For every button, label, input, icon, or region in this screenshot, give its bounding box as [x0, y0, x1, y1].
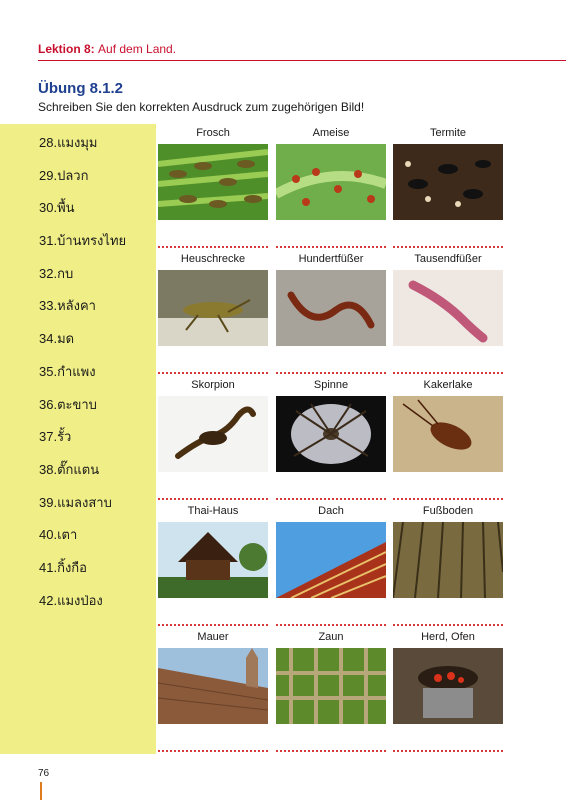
picture-label: Mauer [197, 631, 229, 643]
picture-row [158, 504, 508, 630]
word-item: 42.แมงป่อง [39, 592, 103, 608]
picture-label: Fußboden [422, 505, 474, 517]
floor-photo-icon [393, 522, 503, 598]
answer-line[interactable] [158, 372, 268, 374]
wall-photo-icon [158, 648, 268, 724]
picture-label: Thai-Haus [187, 505, 239, 517]
picture-card [393, 504, 503, 626]
picture-label: Termite [429, 127, 467, 139]
picture-card [393, 252, 503, 374]
picture-label: Zaun [318, 631, 344, 643]
ants-photo-icon [276, 144, 386, 220]
answer-line[interactable] [393, 246, 503, 248]
roof-photo-icon [276, 522, 386, 598]
picture-card [158, 504, 268, 626]
centipede-photo-icon [276, 270, 386, 346]
word-item: 41.กิ้งกือ [39, 559, 87, 575]
picture-label: Skorpion [191, 379, 235, 391]
picture-card [158, 126, 268, 248]
answer-line[interactable] [158, 246, 268, 248]
picture-label: Hundertfüßer [298, 253, 364, 265]
picture-card [276, 126, 386, 248]
picture-row [158, 126, 508, 252]
picture-label: Frosch [196, 127, 230, 139]
answer-line[interactable] [276, 246, 386, 248]
picture-card [393, 630, 503, 752]
word-item: 33.หลังคา [39, 298, 96, 314]
picture-label: Spinne [313, 379, 349, 391]
word-item: 39.แมลงสาบ [39, 494, 112, 510]
picture-row [158, 252, 508, 378]
header-divider [38, 60, 566, 61]
picture-card [158, 378, 268, 500]
grasshoppers-photo-icon [158, 144, 268, 220]
picture-card [276, 504, 386, 626]
page-number: 76 [38, 768, 50, 779]
word-item: 29.ปลวก [39, 167, 89, 183]
thai-house-photo-icon [158, 522, 268, 598]
picture-row [158, 630, 508, 756]
grasshopper-photo-icon [158, 270, 268, 346]
word-item: 38.ตั๊กแตน [39, 461, 100, 477]
picture-card [276, 252, 386, 374]
word-item: 37.รั้ว [39, 429, 72, 445]
answer-line[interactable] [393, 624, 503, 626]
picture-grid [158, 126, 508, 756]
picture-label: Dach [318, 505, 344, 517]
answer-line[interactable] [393, 750, 503, 752]
picture-row [158, 378, 508, 504]
answer-line[interactable] [276, 372, 386, 374]
answer-line[interactable] [276, 624, 386, 626]
scorpion-photo-icon [158, 396, 268, 472]
lesson-number: Lektion 8: [38, 42, 95, 56]
answer-line[interactable] [158, 498, 268, 500]
picture-label: Tausendfüßer [414, 253, 482, 265]
spider-photo-icon [276, 396, 386, 472]
answer-line[interactable] [276, 750, 386, 752]
stove-photo-icon [393, 648, 503, 724]
picture-card [276, 378, 386, 500]
word-item: 40.เตา [39, 527, 78, 543]
word-item: 28.แมงมุม [39, 135, 98, 150]
fence-photo-icon [276, 648, 386, 724]
exercise-instruction: Schreiben Sie den korrekten Ausdruck zum zugehörigen Bild! [38, 100, 365, 114]
lesson-topic: Auf dem Land. [98, 42, 177, 56]
word-list [39, 136, 126, 626]
picture-card [393, 126, 503, 248]
picture-label: Heuschrecke [180, 253, 246, 265]
picture-card [158, 630, 268, 752]
page-marker [40, 782, 42, 800]
word-item: 36.ตะขาบ [39, 396, 97, 412]
lesson-header [38, 42, 176, 56]
answer-line[interactable] [393, 498, 503, 500]
word-item: 32.กบ [39, 265, 74, 281]
word-item: 31.บ้านทรงไทย [39, 233, 127, 249]
answer-line[interactable] [276, 498, 386, 500]
cockroach-photo-icon [393, 396, 503, 472]
picture-card [276, 630, 386, 752]
picture-card [158, 252, 268, 374]
picture-card [393, 378, 503, 500]
answer-line[interactable] [158, 750, 268, 752]
word-item: 30.พื้น [39, 200, 75, 216]
answer-line[interactable] [393, 372, 503, 374]
termites-photo-icon [393, 144, 503, 220]
exercise-title: Übung 8.1.2 [38, 80, 124, 97]
word-item: 34.มด [39, 331, 75, 347]
picture-label: Kakerlake [423, 379, 473, 391]
word-item: 35.กำแพง [39, 363, 96, 379]
picture-label: Herd, Ofen [421, 631, 475, 643]
answer-line[interactable] [158, 624, 268, 626]
millipede-photo-icon [393, 270, 503, 346]
picture-label: Ameise [312, 127, 350, 139]
